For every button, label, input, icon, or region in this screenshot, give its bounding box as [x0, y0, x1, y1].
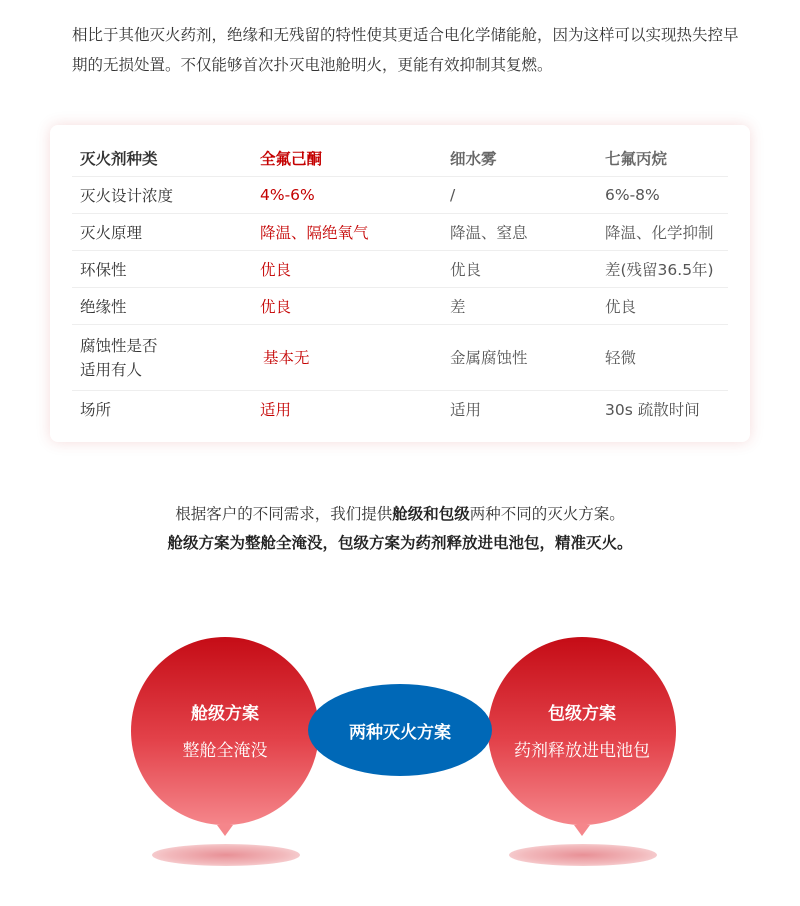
- table-cell: 优良: [260, 261, 292, 279]
- table-row: [72, 391, 728, 427]
- cabin-level-desc: 整舱全淹没: [182, 741, 268, 761]
- table-cell: 6%-8%: [605, 186, 660, 204]
- comparison-table: [72, 140, 728, 427]
- table-cell: 优良: [605, 298, 637, 316]
- summary-line-1: [0, 500, 800, 529]
- two-solutions-label: 两种灭火方案: [349, 722, 451, 743]
- summary-highlight: 舱级和包级: [392, 505, 470, 523]
- table-cell: 优良: [450, 261, 482, 279]
- right-pointer: [574, 825, 590, 836]
- intro-paragraph: 相比于其他灭火药剂，绝缘和无残留的特性使其更适合电化学储能舱，因为这样可以实现热失控早期的无损处置。不仅能够首次扑灭电池舱明火，更能有效抑制其复燃。: [72, 26, 739, 74]
- table-cell: 降温、窒息: [450, 224, 528, 242]
- header-cell: 灭火剂种类: [80, 150, 158, 168]
- table-row: [72, 214, 728, 251]
- left-shadow: [152, 844, 300, 866]
- header-cell: 七氟丙烷: [605, 150, 668, 168]
- right-shadow: [509, 844, 657, 866]
- table-cell: 优良: [260, 298, 292, 316]
- summary-bold-line: 舱级方案为整舱全淹没，包级方案为药剂释放进电池包，精准灭火。: [167, 534, 633, 552]
- solution-summary: [0, 500, 800, 558]
- table-row: [72, 325, 728, 391]
- table-header-row: [72, 140, 728, 177]
- row-label: 环保性: [80, 261, 127, 279]
- table-row: [72, 251, 728, 288]
- table-cell: 降温、隔绝氧气: [260, 224, 369, 242]
- row-label-line: 腐蚀性是否: [80, 336, 158, 355]
- table-cell: 降温、化学抑制: [605, 224, 714, 242]
- row-label: [72, 334, 260, 382]
- summary-text: 根据客户的不同需求，我们提供: [175, 505, 393, 523]
- comparison-card: [50, 125, 750, 442]
- row-label: 绝缘性: [80, 298, 127, 316]
- header-cell: 全氟己酮: [260, 150, 323, 168]
- pack-level-desc: 药剂释放进电池包: [514, 741, 650, 761]
- table-cell: 差(残留36.5年): [605, 261, 714, 279]
- pack-level-circle: [488, 637, 676, 825]
- table-cell: 基本无: [263, 348, 310, 367]
- table-cell: /: [450, 186, 456, 204]
- left-pointer: [217, 825, 233, 836]
- table-cell: 金属腐蚀性: [450, 348, 528, 367]
- table-row: [72, 288, 728, 325]
- row-label: 场所: [80, 401, 112, 419]
- summary-text: 两种不同的灭火方案。: [469, 505, 625, 523]
- solution-diagram: [0, 600, 800, 906]
- table-row: [72, 177, 728, 214]
- pack-level-title: 包级方案: [548, 704, 616, 724]
- two-solutions-oval: [308, 684, 492, 776]
- summary-line-2: [0, 529, 800, 558]
- cabin-level-circle: [131, 637, 319, 825]
- table-cell: 适用: [260, 401, 292, 419]
- table-cell: 适用: [450, 401, 482, 419]
- table-cell: 轻微: [605, 348, 637, 367]
- row-label-line: 适用有人: [80, 360, 143, 379]
- header-cell: 细水雾: [450, 150, 497, 168]
- table-cell: 30s 疏散时间: [605, 401, 700, 419]
- row-label: 灭火设计浓度: [80, 187, 174, 205]
- table-cell: 4%-6%: [260, 186, 315, 204]
- row-label: 灭火原理: [80, 224, 143, 242]
- table-cell: 差: [450, 298, 466, 316]
- cabin-level-title: 舱级方案: [191, 704, 259, 724]
